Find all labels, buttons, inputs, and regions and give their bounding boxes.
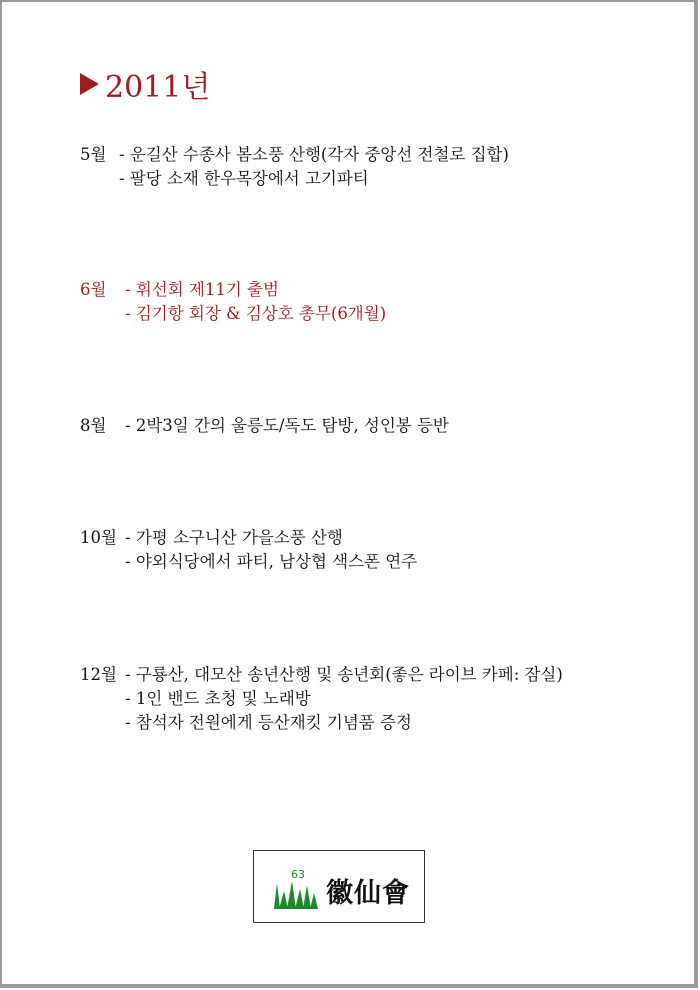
entry-december bbox=[80, 663, 563, 735]
triangle-bullet-icon bbox=[80, 73, 99, 95]
entry-month: 6월 bbox=[80, 280, 107, 299]
entry-line: - 구룡산, 대모산 송년산행 및 송년회(좋은 라이브 카페: 잠실) bbox=[125, 665, 563, 684]
entry-line: - 야외식당에서 파티, 남상협 색스폰 연주 bbox=[125, 552, 418, 571]
entry-month: 12월 bbox=[80, 665, 117, 684]
entry-month: 10월 bbox=[80, 528, 117, 547]
entry-line: - 2박3일 간의 울릉도/독도 탐방, 성인봉 등반 bbox=[125, 416, 449, 435]
entry-line: - 가평 소구니산 가을소풍 산행 bbox=[125, 528, 343, 547]
logo-brand-name: 徽仙會 bbox=[326, 878, 410, 909]
entry-line: - 1인 밴드 초청 및 노래방 bbox=[125, 689, 311, 708]
club-logo bbox=[253, 850, 425, 923]
mountain-icon bbox=[274, 865, 324, 911]
entry-line: - 팔당 소재 한우목장에서 고기파티 bbox=[119, 169, 369, 188]
entry-line: - 운길산 수종사 봄소풍 산행(각자 중앙선 전철로 집합) bbox=[119, 145, 509, 164]
entry-line: - 참석자 전원에게 등산재킷 기념품 증정 bbox=[125, 713, 412, 732]
entry-month: 8월 bbox=[80, 416, 107, 435]
year-title: 2011년 bbox=[105, 70, 211, 105]
entry-october bbox=[80, 526, 417, 574]
entry-june bbox=[80, 278, 386, 326]
year-heading bbox=[80, 64, 210, 104]
entry-month: 5월 bbox=[80, 145, 107, 164]
entry-line: - 김기항 회장 & 김상호 총무(6개월) bbox=[125, 304, 387, 323]
entry-august bbox=[80, 414, 449, 438]
entry-may bbox=[80, 143, 509, 191]
logo-number: 63 bbox=[291, 868, 305, 881]
entry-line: - 휘선회 제11기 출범 bbox=[125, 280, 279, 299]
